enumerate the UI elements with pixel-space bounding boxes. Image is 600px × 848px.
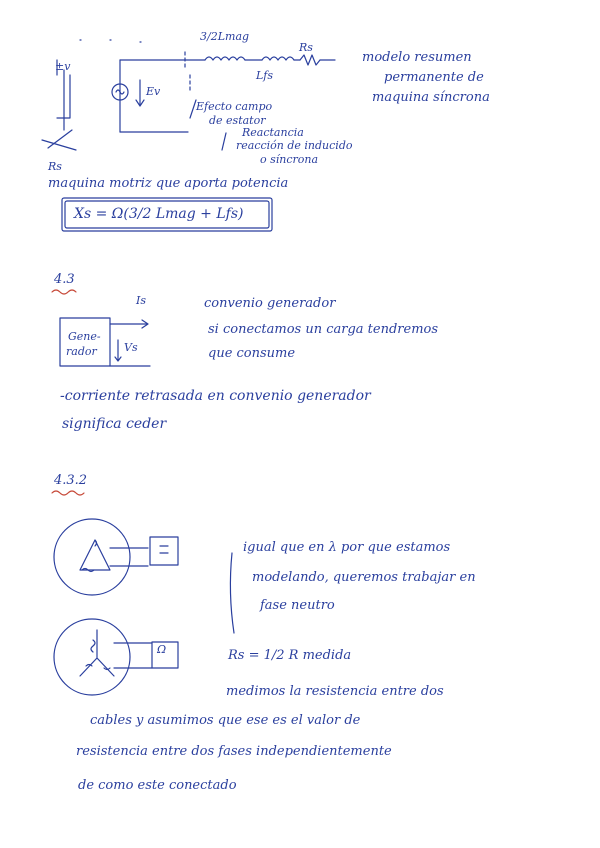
model-title-line1: modelo resumen — [362, 50, 472, 65]
field-effect-line1: Efecto campo — [196, 100, 273, 113]
reactance-formula: Xs = Ω(3/2 Lmag + Lfs) — [74, 206, 244, 222]
field-effect-line2: de estator — [209, 114, 266, 127]
lagging-line2: significa ceder — [62, 416, 167, 432]
heading-4-3: 4.3 — [54, 272, 75, 287]
measure-line3: resistencia entre dos fases independientemente — [76, 744, 392, 759]
model-title-line3: maquina síncrona — [372, 90, 490, 105]
reactance-line1: Reactancia — [242, 126, 304, 139]
note-line1: convenio generador — [204, 296, 336, 311]
motor-note: maquina motriz que aporta potencia — [48, 176, 289, 191]
block-label-line2: rador — [66, 345, 97, 358]
rs-measured-formula: Rs = 1/2 R medida — [228, 648, 352, 663]
grouping-bracket — [230, 553, 234, 633]
heading-4-3-2: 4.3.2 — [54, 473, 88, 488]
block-label-line1: Gene- — [68, 330, 101, 343]
voltage-label: Vs — [124, 341, 138, 354]
model-title-line2: permanente de — [384, 70, 484, 85]
ohm-symbol: Ω — [157, 643, 167, 656]
ev-label: Ev — [146, 85, 161, 98]
note-line3: que consume — [208, 346, 296, 361]
star-connected-machine-sketch — [54, 619, 178, 695]
note-line2: si conectamos un carga tendremos — [208, 322, 439, 337]
bracket-text-line1: igual que en λ por que estamos — [243, 540, 451, 555]
rs-label: Rs — [299, 41, 313, 54]
heading-underline-4-3 — [52, 290, 76, 294]
bracket-text-line3: fase neutro — [260, 598, 335, 613]
current-label: Is — [136, 294, 146, 307]
plus-v-label: ±v — [55, 60, 71, 73]
bracket-text-line2: modelando, queremos trabajar en — [252, 570, 476, 585]
rs-bottom-label: Rs — [48, 160, 62, 173]
measure-line1: medimos la resistencia entre dos — [226, 684, 444, 699]
reactance-line2: reacción de inducido — [236, 139, 353, 152]
lfs-label: Lfs — [256, 69, 274, 82]
lmag-label: 3/2Lmag — [200, 30, 250, 43]
measure-line2: cables y asumimos que ese es el valor de — [90, 713, 361, 728]
lagging-line1: -corriente retrasada en convenio generador — [60, 388, 371, 404]
measure-line4: de como este conectado — [78, 778, 237, 793]
reactance-line3: o síncrona — [260, 153, 319, 166]
heading-underline-4-3-2 — [52, 491, 84, 495]
delta-connected-machine-sketch — [54, 519, 178, 595]
